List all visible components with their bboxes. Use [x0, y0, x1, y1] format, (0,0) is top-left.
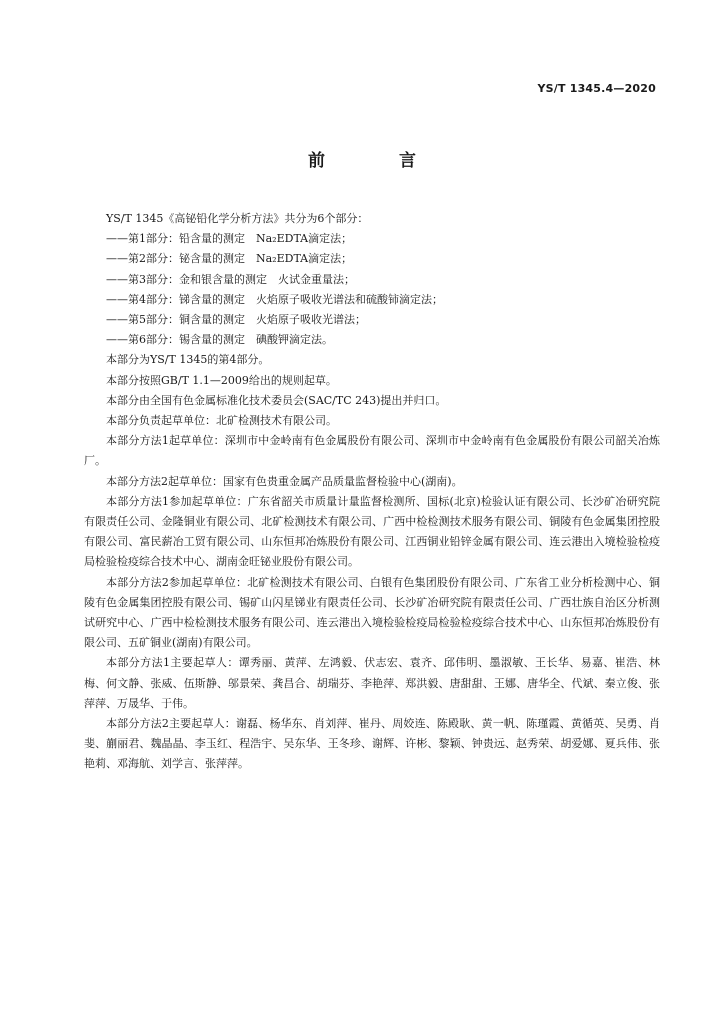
paragraph-proposed-by: 本部分由全国有色金属标准化技术委员会(SAC/TC 243)提出并归口。 [106, 393, 447, 407]
paragraph-method1-drafting-unit: 本部分方法1起草单位：深圳市中金岭南有色金属股份有限公司、深圳市中金岭南有色金属股份有限公司韶关冶炼厂。 [84, 434, 660, 468]
paragraph-responsible-unit: 本部分负责起草单位：北矿检测技术有限公司。 [106, 414, 337, 428]
part-item-6: ——第6部分：锡含量的测定 碘酸钾滴定法。 [106, 333, 333, 347]
paragraph-method1-participants: 本部分方法1参加起草单位：广东省韶关市质量计量监督检测所、国标(北京)检验认证有限公司、长沙矿冶研究院有限责任公司、金隆铜业有限公司、北矿检测技术有限公司、广西中检检测技术服务有限公司、铜陵有色金属集团控股有限公司、富民薪冶工贸有限公司、山东恒邦冶炼股份有限公司、江西铜业铅锌金属有限公司、连云港出入境检验检疫局检验检疫综合技术中心、湖南金旺铋业股份有限公司。 [84, 494, 660, 569]
foreword-content [84, 209, 660, 775]
part-item-5: ——第5部分：铜含量的测定 火焰原子吸收光谱法； [106, 313, 366, 327]
paragraph-drafting-rules: 本部分按照GB/T 1.1—2009给出的规则起草。 [106, 373, 337, 387]
paragraph-method2-drafting-unit: 本部分方法2起草单位：国家有色贵重金属产品质量监督检验中心(湖南)。 [106, 474, 463, 488]
intro-line: YS/T 1345《高铋铅化学分析方法》共分为6个部分： [106, 212, 369, 225]
standard-code: YS/T 1345.4—2020 [537, 82, 656, 95]
paragraph-method1-drafters: 本部分方法1主要起草人：谭秀丽、黄萍、左鸿毅、伏志宏、袁齐、邱伟明、墨淑敏、王长华、易嘉、崔浩、林梅、何文静、张威、伍斯静、邬景荣、龚昌合、胡瑞芬、李艳萍、郑洪毅、唐甜甜、王娜、唐华全、代斌、秦立俊、张萍萍、万晟华、于伟。 [84, 656, 660, 710]
paragraph-part-number: 本部分为YS/T 1345的第4部分。 [106, 353, 270, 367]
paragraph-method2-drafters: 本部分方法2主要起草人：谢磊、杨华东、肖刘萍、崔丹、周姣连、陈殿耿、黄一帆、陈瑾霞、黄循英、吴勇、肖斐、蒯丽君、魏晶晶、李玉红、程浩宇、吴东华、王冬珍、谢辉、许彬、黎颖、钟贵远、赵秀荣、胡爱娜、夏兵伟、张艳莉、邓海航、刘学言、张萍萍。 [84, 717, 660, 771]
paragraph-method2-participants: 本部分方法2参加起草单位：北矿检测技术有限公司、白银有色集团股份有限公司、广东省工业分析检测中心、铜陵有色金属集团控股有限公司、锡矿山闪星锑业有限责任公司、长沙矿冶研究院有限责任公司、广西壮族自治区分析测试研究中心、广西中检检测技术服务有限公司、连云港出入境检验检疫局检验检疫综合技术中心、山东恒邦冶炼股份有限公司、五矿铜业(湖南)有限公司。 [84, 575, 660, 650]
page-title: 前 言 [308, 151, 450, 171]
part-item-1: ——第1部分：铅含量的测定 Na₂EDTA滴定法； [106, 232, 353, 246]
part-item-2: ——第2部分：铋含量的测定 Na₂EDTA滴定法； [106, 252, 353, 266]
part-item-3: ——第3部分：金和银含量的测定 火试金重量法； [106, 272, 355, 286]
part-item-4: ——第4部分：锑含量的测定 火焰原子吸收光谱法和硫酸铈滴定法； [106, 292, 443, 306]
